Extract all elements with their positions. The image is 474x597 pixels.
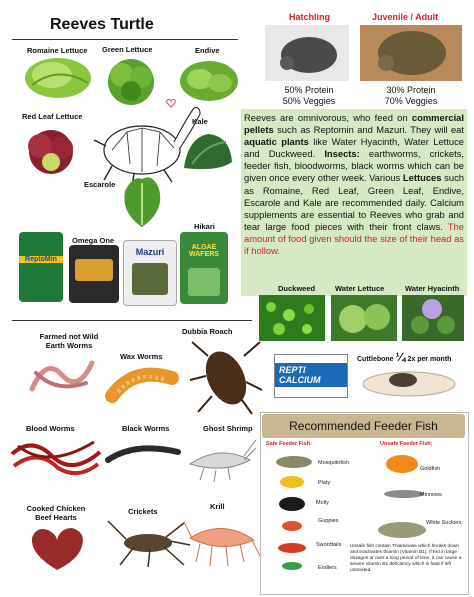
label-dubbia-roach: Dubbia Roach	[182, 327, 233, 336]
black-worms-image	[104, 436, 182, 472]
dubbia-roach-image	[186, 336, 266, 416]
page-title: Reeves Turtle	[50, 16, 154, 33]
label-krill: Krill	[210, 502, 225, 511]
safe-fish-images	[272, 452, 314, 572]
safe-fish-2: Molly	[316, 500, 329, 506]
label-crickets: Crickets	[128, 507, 158, 516]
safe-fish-5: Endlers	[318, 565, 337, 571]
diet-description: Reeves are omnivorous, who feed on commercial pellets such as Reptomin and Mazuri. They will eat aquatic plants like Water Hyacinth, Water Lettuce and Duckweed. Insects: earthworms, crickets, feeder fish, bloodworms, black worms which can be given once every other week. Various Lettuces such as Romaine, Red Leaf, Green Leaf, Endive, Escarole and Kale are recommended daily. Calcium supplements are essential to Reeves who grab and tear large food pieces with their front claws. The amount of food given should the size of their head as if hollow.	[244, 112, 465, 257]
hatchling-label: Hatchling	[289, 12, 331, 22]
heart-icon	[166, 98, 176, 108]
label-kale: Kale	[192, 117, 208, 126]
kale-image	[178, 128, 236, 174]
unsafe-fish-2: White Suckers	[426, 520, 462, 526]
safe-fish-0: Mosquitofish	[318, 460, 349, 466]
duckweed-image	[259, 295, 325, 341]
label-green-lettuce: Green Lettuce	[102, 45, 153, 54]
cuttlebone-image	[359, 366, 459, 400]
red-leaf-image	[18, 122, 84, 176]
unsafe-fish-title: Unsafe Feeder Fish:	[380, 441, 433, 447]
reptomin-can	[19, 232, 63, 302]
water-hyacinth-image	[402, 295, 464, 341]
label-duckweed: Duckweed	[278, 284, 316, 293]
label-ghost-shrimp: Ghost Shrimp	[203, 424, 253, 433]
repti-calcium-box	[274, 354, 348, 398]
romaine-image	[22, 55, 94, 101]
ghost-shrimp-image	[184, 434, 256, 484]
safe-fish-1: Platy	[318, 480, 331, 486]
reptomin-label: ReptoMin	[19, 256, 63, 263]
safe-fish-4: Swordtails	[316, 542, 342, 548]
cuttlebone-label: Cuttlebone ¼ 2x per month	[357, 350, 452, 364]
repti-calcium-label: REPTI CALCIUM	[275, 363, 347, 387]
label-wax-worms: Wax Worms	[120, 352, 163, 361]
label-escarole: Escarole	[84, 180, 116, 189]
feeder-fish-header: Recommended Feeder Fish	[262, 414, 465, 438]
label-chicken-hearts: Cooked Chicken Beef Hearts	[26, 504, 86, 522]
label-blood-worms: Blood Worms	[26, 424, 75, 433]
thiaminase-warning: Unsafe fish contain Thiaminase which breaks down and inactivates thiamin (Vitamin B1). If fed in large dosages or over a long period of time, it can cause a severe vitamin B1 deficiency which is fatal if left untreated.	[350, 544, 462, 573]
mazuri-bag	[123, 240, 177, 306]
label-endive: Endive	[195, 46, 220, 55]
label-omega-one: Omega One	[72, 236, 115, 245]
water-lettuce-image	[331, 295, 397, 341]
label-water-hyacinth: Water Hyacinth	[405, 284, 460, 293]
label-earthworms: Farmed not Wild Earth Worms	[39, 332, 99, 350]
juvenile-label: Juvenile / Adult	[372, 12, 439, 22]
label-water-lettuce: Water Lettuce	[335, 284, 385, 293]
label-black-worms: Black Worms	[122, 424, 170, 433]
label-hikari: Hikari	[194, 222, 215, 231]
unsafe-fish-1: Minnows	[420, 492, 442, 498]
hikari-bag	[180, 232, 228, 304]
omega-one-jar	[69, 245, 119, 303]
label-romaine: Romaine Lettuce	[27, 46, 88, 55]
section-divider	[12, 320, 252, 321]
wax-worms-image	[104, 360, 180, 408]
label-red-leaf: Red Leaf Lettuce	[22, 112, 83, 121]
endive-image	[178, 57, 240, 103]
hatchling-protein: 50% Protein	[284, 85, 334, 95]
unsafe-fish-images	[378, 450, 428, 546]
juvenile-protein: 30% Protein	[386, 85, 436, 95]
algae-label: ALGAE WAFERS	[189, 244, 219, 258]
unsafe-fish-0: Goldfish	[420, 466, 441, 472]
krill-image	[182, 512, 262, 572]
juvenile-photo	[360, 25, 462, 81]
safe-fish-title: Safe Feeder Fish:	[266, 441, 312, 447]
green-lettuce-image	[97, 55, 165, 105]
hatchling-veggies: 50% Veggies	[282, 96, 336, 106]
chicken-hearts-image	[26, 524, 88, 572]
juvenile-veggies: 70% Veggies	[384, 96, 438, 106]
title-divider	[12, 39, 238, 40]
crickets-image	[104, 517, 194, 571]
escarole-image	[117, 173, 167, 229]
hatchling-photo	[265, 25, 349, 81]
earthworms-image	[26, 353, 98, 397]
safe-fish-3: Guppies	[318, 518, 339, 524]
mazuri-label: Mazuri	[135, 247, 165, 257]
blood-worms-image	[8, 434, 104, 480]
